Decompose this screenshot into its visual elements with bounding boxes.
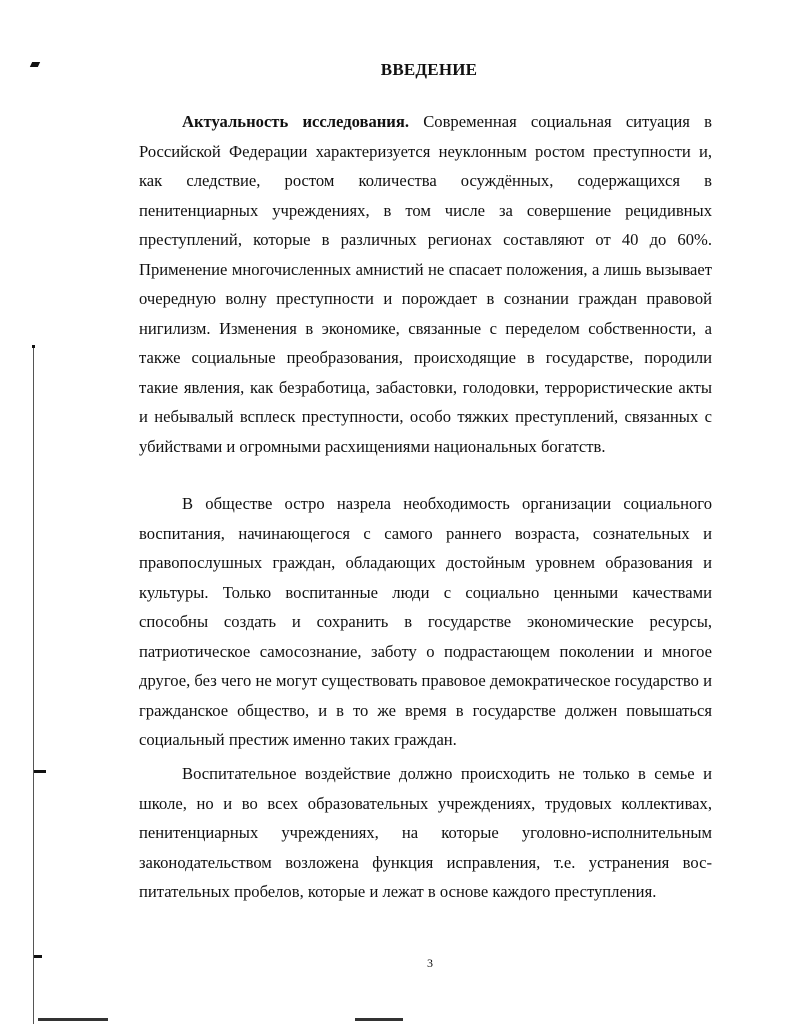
page-heading: ВВЕДЕНИЕ — [380, 60, 478, 79]
scan-mark — [32, 345, 35, 348]
paragraph-relevance — [139, 107, 712, 461]
paragraph-educational-impact — [139, 759, 712, 907]
scan-mark — [34, 955, 42, 958]
paragraph-text: В обществе остро назрела необходимость организации социального воспитания, начинающегося с самого раннего возраста, сознательных и правопослушных граждан, обладающих достойным уровнем образования и культуры. Только воспитанные люди с социально ценными качествами способны создать и сохранить в государстве экономические ресурсы, патриотическое самосознание, заботу о подрастающем поколении и многое другое, без чего не могут существовать правовое демократическое государство и гражданское общество, и в то же время в государстве должен повышаться социальный престиж именно таких граждан. — [139, 494, 712, 749]
paragraph-text: Современная социальная ситуация в Российской Федерации характеризуется неуклонным ростом преступности и, как следствие, ростом количества осуждённых, содержащихся в пенитенциарных учреждениях, в том числе за совершение рецидивных преступлений, которые в различных регионах составляют от 40 до 60%. Применение многочисленных амнистий не спасает положения, а лишь вызывает очередную волну преступности и порождает в сознании граждан правовой нигилизм. Изменения в экономике, связанные с переделом собственности, а также социальные преобразования, происходящие в государстве, породили такие явления, как безработица, забастовки, голодовки, террористические акты и небывалый всплеск преступности, особо тяжких преступлений, связанных с убийствами и огромными расхищениями национальных богатств. — [139, 112, 712, 456]
paragraph-text: Воспитательное воздействие должно происходить не только в семье и школе, но и во всех образовательных учреждениях, трудовых коллективах, пенитенциарных учреждениях, на которые уголовно-исполнительным законодательством возложена функция исправления, т.е. устранения воспитательных пробелов, которые и лежат в основе каждого преступления. — [139, 764, 712, 901]
scan-mark — [34, 770, 46, 773]
scan-smudge — [355, 1018, 403, 1021]
paragraph-lead: Актуальность исследования. — [182, 112, 409, 131]
page-number: 3 — [427, 956, 433, 970]
scan-edge-line — [33, 345, 34, 1024]
paragraph-social-education — [139, 489, 712, 755]
scan-smudge — [38, 1018, 108, 1021]
